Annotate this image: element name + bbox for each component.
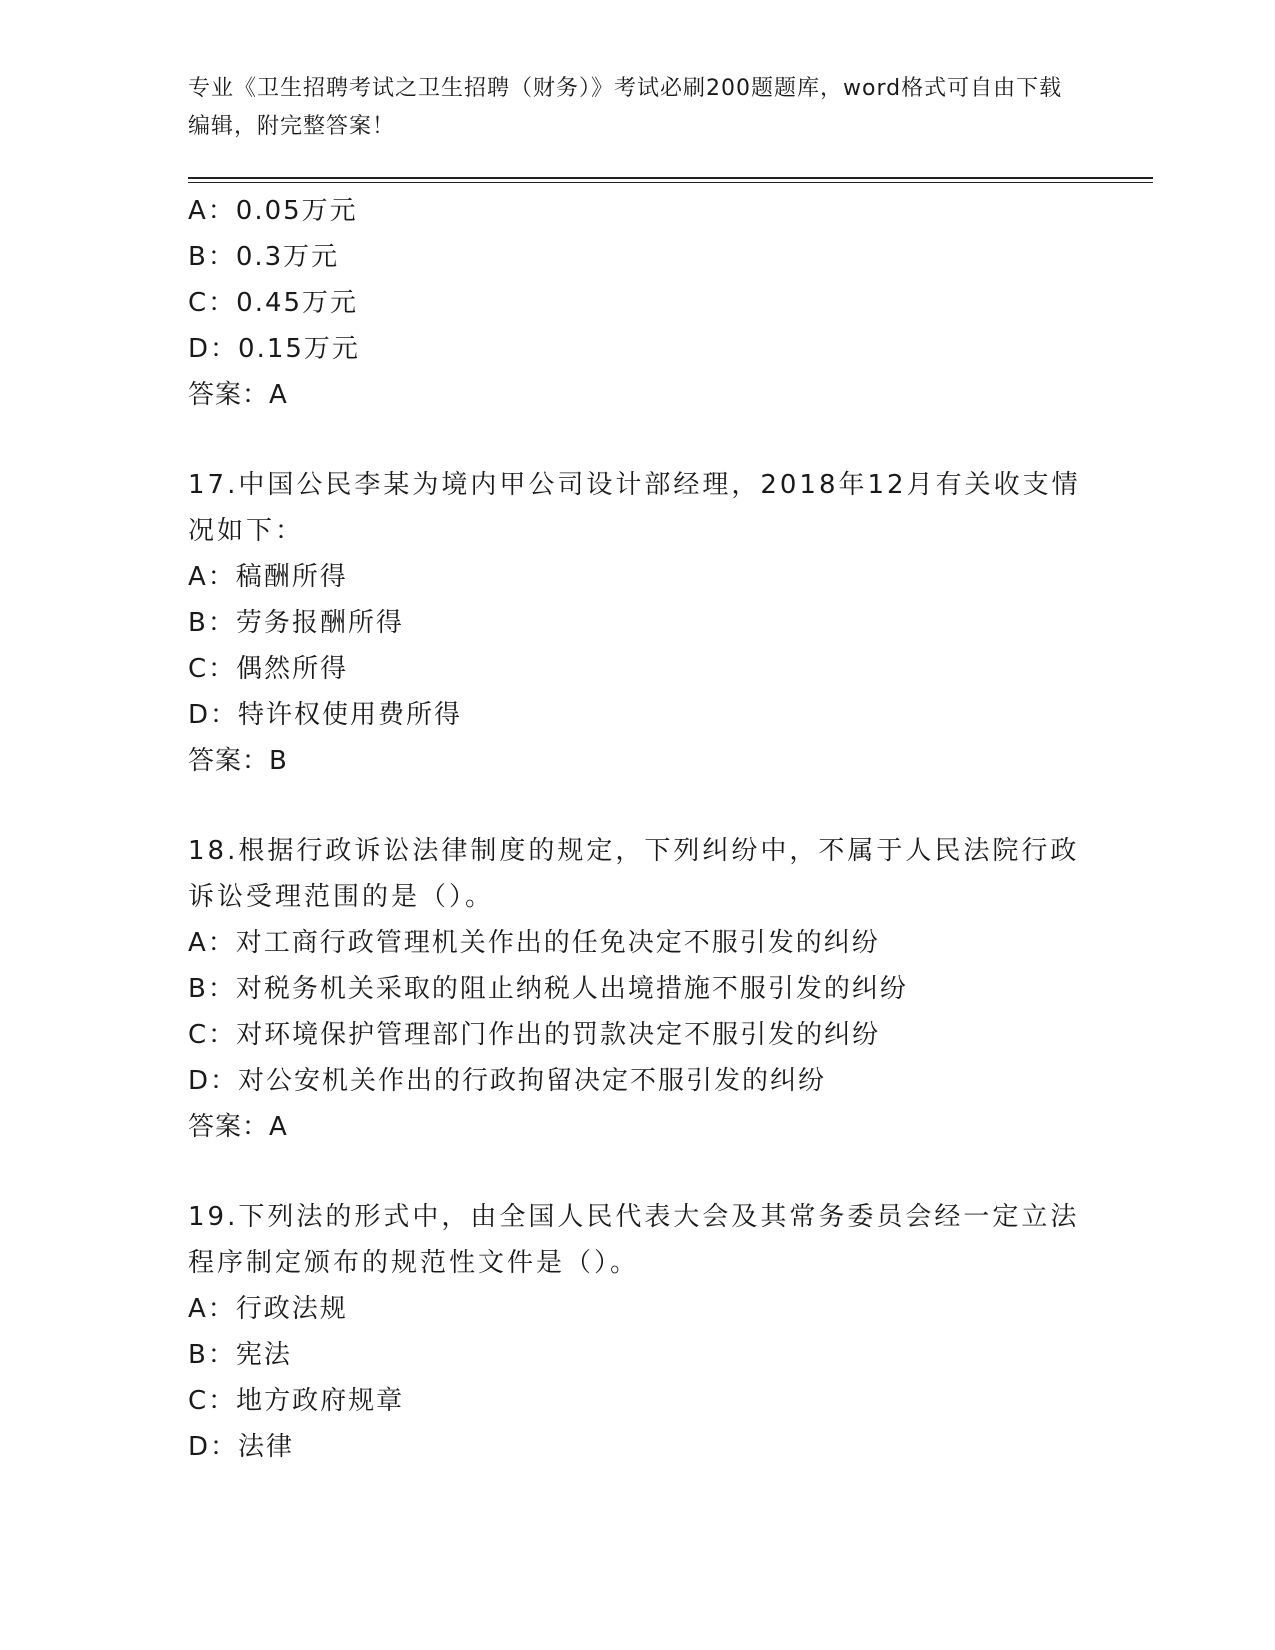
option-b: B：0.3万元 (188, 242, 340, 272)
question-list (188, 188, 1088, 1470)
question-16 (188, 188, 1088, 418)
option-d: D：对公安机关作出的行政拘留决定不服引发的纠纷 (188, 1066, 827, 1096)
option-b: B：宪法 (188, 1340, 292, 1370)
question-text: 18.根据行政诉讼法律制度的规定，下列纠纷中，不属于人民法院行政诉讼受理范围的是（）。 (188, 836, 1080, 912)
option-b: B：对税务机关采取的阻止纳税人出境措施不服引发的纠纷 (188, 974, 908, 1004)
question-18 (188, 828, 1088, 1150)
question-text: 17.中国公民李某为境内甲公司设计部经理，2018年12月有关收支情况如下： (188, 470, 1081, 546)
spacer (188, 784, 1088, 828)
question-19 (188, 1194, 1088, 1470)
header-rule-thick (188, 177, 1153, 179)
option-d: D：0.15万元 (188, 334, 360, 364)
spacer (188, 1150, 1088, 1194)
option-c: C：0.45万元 (188, 288, 359, 318)
answer: 答案：A (188, 1112, 288, 1142)
option-a: A：0.05万元 (188, 196, 358, 226)
option-a: A：稿酬所得 (188, 562, 348, 592)
question-17 (188, 462, 1088, 784)
header-rule-thin (188, 182, 1153, 183)
spacer (188, 418, 1088, 462)
option-c: C：对环境保护管理部门作出的罚款决定不服引发的纠纷 (188, 1020, 881, 1050)
option-d: D：特许权使用费所得 (188, 700, 463, 730)
option-c: C：偶然所得 (188, 654, 349, 684)
option-a: A：行政法规 (188, 1294, 348, 1324)
answer: 答案：B (188, 746, 288, 776)
option-d: D：法律 (188, 1432, 295, 1462)
option-c: C：地方政府规章 (188, 1386, 405, 1416)
option-a: A：对工商行政管理机关作出的任免决定不服引发的纠纷 (188, 928, 880, 958)
document-header: 专业《卫生招聘考试之卫生招聘（财务）》考试必刷200题题库，word格式可自由下载编辑，附完整答案！ (188, 76, 1063, 139)
option-b: B：劳务报酬所得 (188, 608, 404, 638)
answer: 答案：A (188, 380, 288, 410)
question-text: 19.下列法的形式中，由全国人民代表大会及其常务委员会经一定立法程序制定颁布的规范性文件是（）。 (188, 1202, 1080, 1278)
